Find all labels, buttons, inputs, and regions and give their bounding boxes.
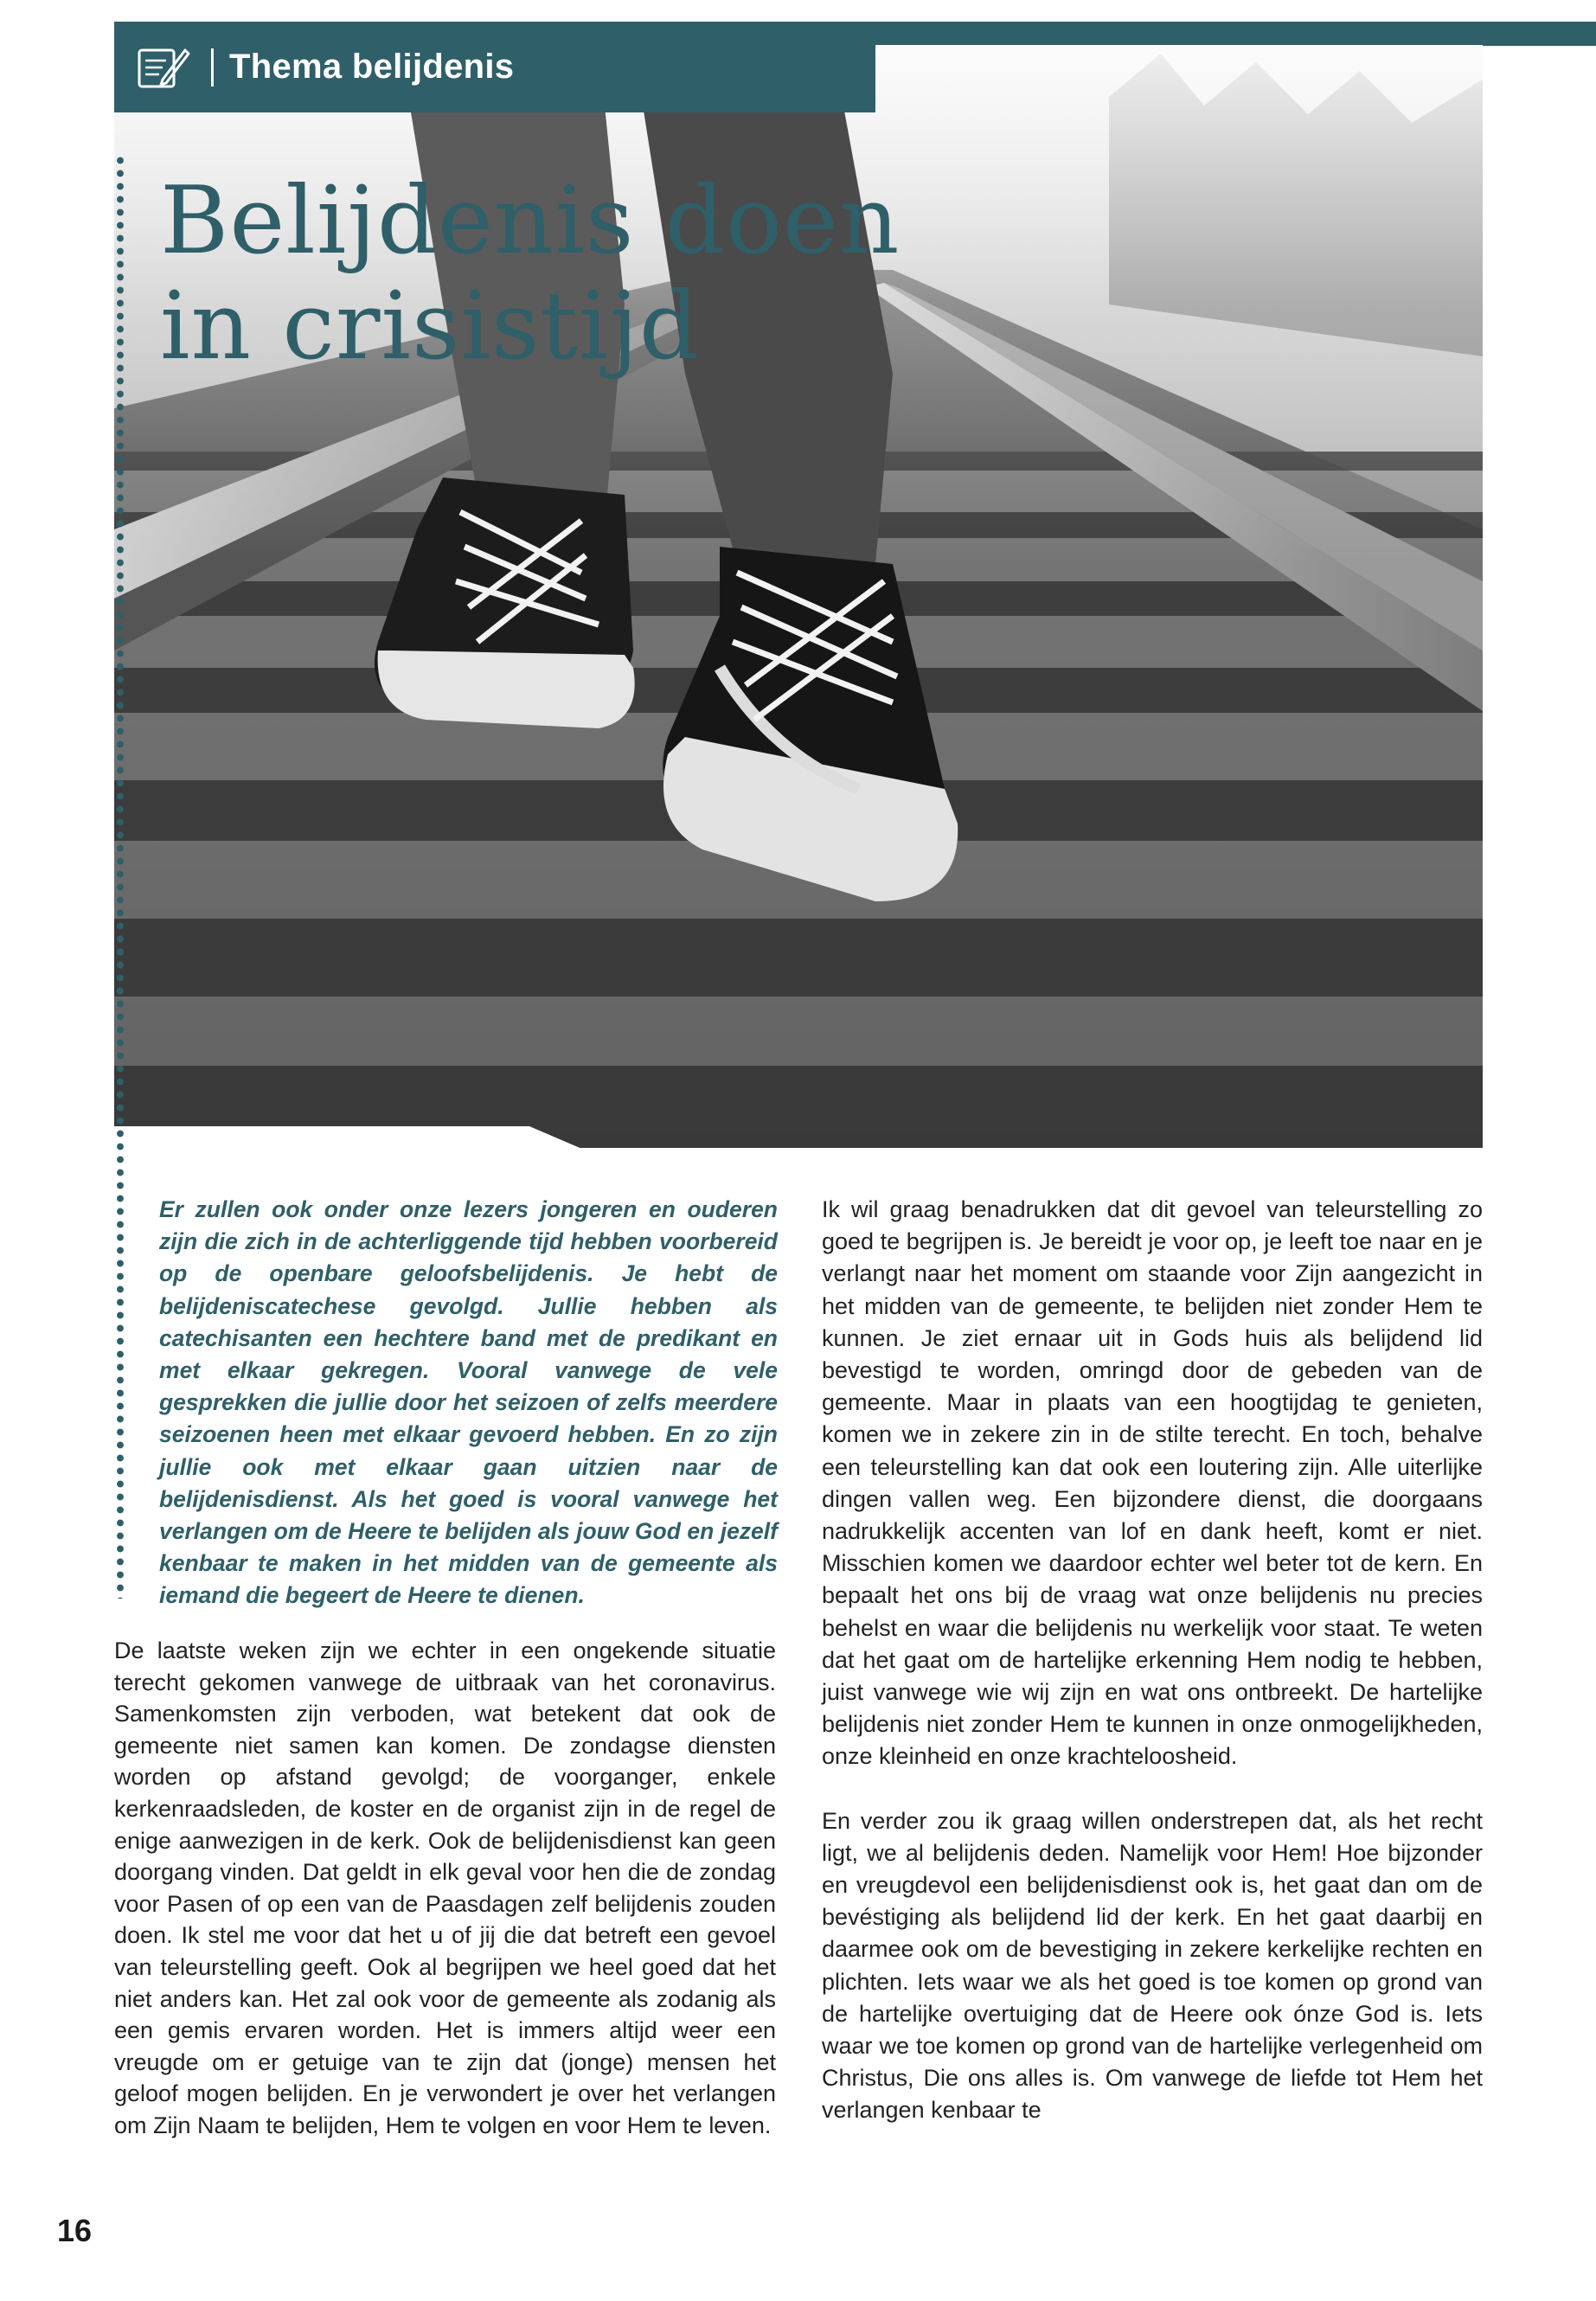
body-paragraph: Ik wil graag benadrukken dat dit gevoel van teleurstelling zo goed te begrijpen is. Je bereidt je voor op, je leeft toe naar en je verlangt naar het moment om staande voor Zijn aangezicht in het midden van de gemeente, te belijden niet zonder Hem te kunnen. Je ziet ernaar uit in Gods huis als belijdend lid bevestigd te worden, omringd door de gebeden van de gemeente. Maar in plaats van een hoogtijdag te genieten, komen we in zekere zin in de stilte terecht. En toch, behalve een teleurstelling kan dat ook een loutering zijn. Alle uiterlijke dingen vallen weg. Een bijzondere dienst, die doorgaans nadrukkelijk accenten van lof en dank heeft, komt er niet. Misschien komen we daardoor echter wel beter tot de kern. En bepaalt het ons bij de vraag wat onze belijdenis nu precies behelst en waar die belijdenis nu werkelijk voor staat. Te weten dat het gaat om de hartelijke erkenning Hem nodig te hebben, juist vanwege wie wij zijn en wat ons ontbreekt. De hartelijke belijdenis niet zonder Hem te kunnen in onze onmogelijkheden, onze kleinheid en onze krachteloosheid. (822, 1196, 1483, 1770)
body-paragraph: En verder zou ik graag willen onderstrepen dat, als het recht ligt, we al belijdenis deden. Namelijk voor Hem! Hoe bijzonder en vreugdevol een belijdenisdienst ook is, het gaat dan om de bevéstiging als belijdend lid der kerk. En het gaat daarbij en daarmee ook om de bevestiging in zekere kerkelijke rechten en plichten. Iets waar we als het goed is toe komen op grond van de hartelijke overtuiging dat de Heere ook ónze God is. Iets waar we toe komen op grond van de hartelijke verlegenheid om Christus, Die ons alles is. Om vanwege de liefde tot Hem het verlangen kenbaar te (822, 1807, 1483, 2124)
header-separator (211, 48, 214, 87)
dotted-margin-line (116, 154, 125, 1599)
page-number: 16 (57, 2213, 93, 2248)
body-column-right (822, 1194, 1483, 2127)
top-accent-band (865, 22, 1596, 46)
body-column-left: De laatste weken zijn we echter in een ongekende situatie terecht gekomen vanwege de uitbraak van het coronavirus. Samenkomsten zijn verboden, wat betekent dat ook de gemeente niet samen kan komen. De zondagse diensten worden op afstand gevolgd; de voorganger, enkele kerkenraadsleden, de koster en de organist zijn in de regel de enige aanwezigen in de kerk. Ook de belijdenisdienst kan geen doorgang vinden. Dat geldt in elk geval voor hen die de zondag voor Pasen of op een van de Paasdagen zelf belijdenis zouden doen. Ik stel me voor dat het u of jij die dat betreft een gevoel van teleurstelling geeft. Ook al begrijpen we heel goed dat het niet anders kan. Het zal ook voor de gemeente als zodanig als een gemis ervaren worden. Het is immers altijd weer een vreugde om er getuige van te zijn dat (jonge) mensen het geloof mogen belijden. En je verwondert je over het verlangen om Zijn Naam te belijden, Hem te volgen en voor Hem te leven. (114, 1638, 776, 2138)
article-intro: Er zullen ook onder onze lezers jongeren en ouderen zijn die zich in de achterliggende tijd hebben voorbereid op de openbare geloofsbelijdenis. Je hebt de belijdeniscatechese gevolgd. Jullie hebben als catechisanten een hechtere band met de predikant en met elkaar gekregen. Vooral vanwege de vele gesprekken die jullie door het seizoen of zelfs meerdere seizoenen heen met elkaar gevoerd hebben. En zo zijn jullie ook met elkaar gaan uitzien naar de belijdenisdienst. Als het goed is vooral vanwege het verlangen om de Heere te belijden als jouw God en jezelf kenbaar te maken in het midden van de gemeente als iemand die begeert de Heere te dienen. (159, 1196, 778, 1609)
section-label: Thema belijdenis (229, 48, 515, 86)
article-title: Belijdenis doen in crisistijd (160, 167, 901, 381)
section-header (114, 22, 875, 112)
notepad-pen-icon (133, 42, 194, 93)
